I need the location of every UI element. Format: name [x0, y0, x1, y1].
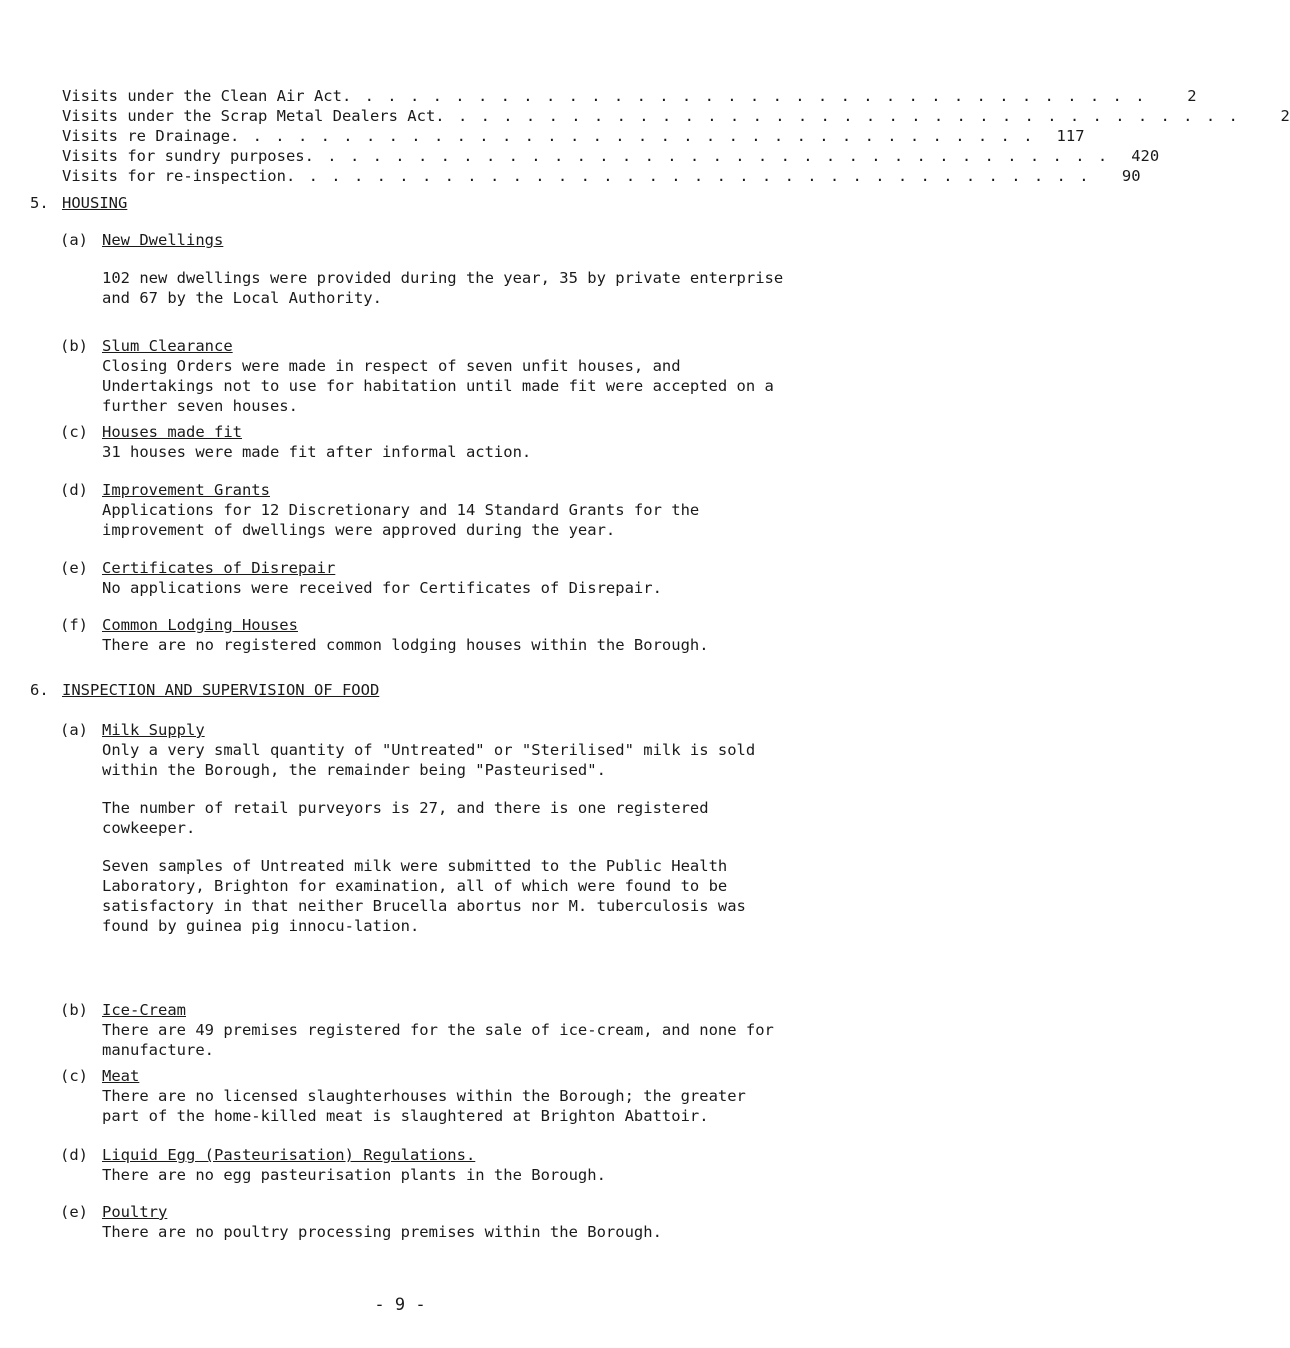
item-title: Milk Supply [102, 721, 205, 739]
item-title: Improvement Grants [102, 481, 270, 499]
item-text: 102 new dwellings were provided during the year, 35 by private enterprise and 67 by the Local Authority. [102, 269, 784, 307]
visit-label: Visits under the Clean Air Act [62, 87, 342, 105]
item-title: Meat [102, 1067, 140, 1085]
item-title: Houses made fit [102, 423, 242, 441]
item-title: Slum Clearance [102, 337, 233, 355]
item-text: There are no poultry processing premises within the Borough. [102, 1223, 662, 1241]
visit-label: Visits for re-inspection [62, 167, 286, 185]
item-title: New Dwellings [102, 231, 224, 249]
item-text: The number of retail purveyors is 27, and there is one registered cowkeeper. [102, 799, 709, 837]
visit-value: 420 [1131, 147, 1160, 165]
item-text: Applications for 12 Discretionary and 14 Standard Grants for the improvement of dwellings were approved during the year. [102, 501, 700, 539]
visit-row: Visits for sundry purposes . . . . . . . . . . . . . . . . . . . . . . . . . . . . . . . . . . . . 420 [62, 147, 1160, 165]
food-heading [30, 680, 379, 700]
item-text: 31 houses were made fit after informal action. [102, 443, 532, 461]
item-title: Certificates of Disrepair [102, 559, 336, 577]
item-text: There are no egg pasteurisation plants in the Borough. [102, 1166, 606, 1184]
section-title: HOUSING [62, 194, 128, 212]
visit-value: 2 [1280, 107, 1290, 125]
item-text: No applications were received for Certificates of Disrepair. [102, 579, 662, 597]
document-page: Visits under the Clean Air Act . . . . . . . . . . . . . . . . . . . . . . . . . . . . . . . . . . . . 2 Visits under the Scrap Metal Dealers Act . . . . . . . . . . . . . . . . . . . . . . . . . . . . . . . . . . . . 2 Visits re Drainage . . . . . . . . . . . . . . . . . . . . . . . . . . . . . . . . . . . . 117 Visits for sundry purposes . . . . . . . . . . . . . . . . . . . . . . . . . . . . . . . . . . . . 420 Visits for re-inspection . . . . . . . . . . . . . . . . . . . . . . . . . . . . . . . . . . . . 90 5. HOUSING (a) New Dwellings 102 new dwellings were provided during the year, 35 by private enterprise and 67 by the Local Authority. (b) Slum Clearance Closing Orders were made in respect of seven unfit houses, and Undertakings not to use for habitation until made fit were accepted on a further seven houses. (c) Houses made fit 31 houses were made fit after informal action. (d) Improvement Grants Applications for 12 Discretionary and 14 Standard Grants for the improvement of dwellings were approved during the year. (e) Certificates of Disrepair No applications were received for Certificates of Disrepair. (f) Common Lodging Houses There are no registered common lodging houses within the Borough. 6. INSPECTION AND SUPERVISION OF FOOD (a) Milk Supply Only a very small quantity of "Untreated" or "Sterilised" milk is sold within the Borough, the remainder being "Pasteurised". The number of retail purveyors is 27, and there is one registered cowkeeper. Seven samples of Untreated milk were submitted to the Public Health Laboratory, Brighton for examination, all of which were found to be satisfactory in that neither Brucella abortus nor M. tuberculosis was found by guinea pig innocu-lation. (b) Ice-Cream There are 49 premises registered for the sale of ice-cream, and none for manufacture. (c) Meat There are no licensed slaughterhouses within the Borough; the greater part of the home-killed meat is slaughtered at Brighton Abattoir. (d) Liquid Egg (Pasteurisation) Regulations. There are no egg pasteurisation plants in the Borough. (e) Poultry There are no poultry processing premises within the Borough. - 9 - [0, 0, 800, 1348]
visit-value: 117 [1056, 127, 1085, 145]
visit-row: Visits under the Clean Air Act . . . . . . . . . . . . . . . . . . . . . . . . . . . . . . . . . . . . 2 [62, 87, 1197, 105]
visits-list [62, 86, 1290, 186]
item-text: Seven samples of Untreated milk were submitted to the Public Health Laboratory, Brighton for examination, all of which were found to be satisfactory in that neither Brucella abortus nor M. tuberculosis was found by guinea pig innocu-lation. [102, 857, 746, 935]
visit-row: Visits under the Scrap Metal Dealers Act . . . . . . . . . . . . . . . . . . . . . . . . . . . . . . . . . . . . 2 [62, 107, 1290, 125]
visit-row: Visits re Drainage . . . . . . . . . . . . . . . . . . . . . . . . . . . . . . . . . . . . 117 [62, 127, 1085, 145]
item-text: There are no registered common lodging houses within the Borough. [102, 636, 709, 654]
section-number: 5. [30, 194, 49, 212]
section-title: INSPECTION AND SUPERVISION OF FOOD [62, 681, 380, 699]
item-title: Common Lodging Houses [102, 616, 298, 634]
item-title: Liquid Egg (Pasteurisation) Regulations. [102, 1146, 476, 1164]
item-text: Only a very small quantity of "Untreated" or "Sterilised" milk is sold within the Borough, the remainder being "Pasteurised". [102, 741, 756, 779]
visit-row: Visits for re-inspection . . . . . . . . . . . . . . . . . . . . . . . . . . . . . . . . . . . . 90 [62, 167, 1141, 185]
visit-label: Visits for sundry purposes [62, 147, 305, 165]
visit-value: 90 [1121, 167, 1141, 185]
visit-label: Visits re Drainage [62, 127, 230, 145]
page-number: - 9 - [374, 1295, 426, 1315]
visit-value: 2 [1187, 87, 1197, 105]
visit-label: Visits under the Scrap Metal Dealers Act [62, 107, 436, 125]
item-text: There are 49 premises registered for the sale of ice-cream, and none for manufacture. [102, 1021, 774, 1059]
item-title: Poultry [102, 1203, 168, 1221]
item-title: Ice-Cream [102, 1001, 186, 1019]
section-number: 6. [30, 681, 49, 699]
item-text: Closing Orders were made in respect of seven unfit houses, and Undertakings not to use for habitation until made fit were accepted on a further seven houses. [102, 357, 774, 415]
housing-heading [30, 193, 127, 213]
item-text: There are no licensed slaughterhouses within the Borough; the greater part of the home-killed meat is slaughtered at Brighton Abattoir. [102, 1087, 746, 1125]
